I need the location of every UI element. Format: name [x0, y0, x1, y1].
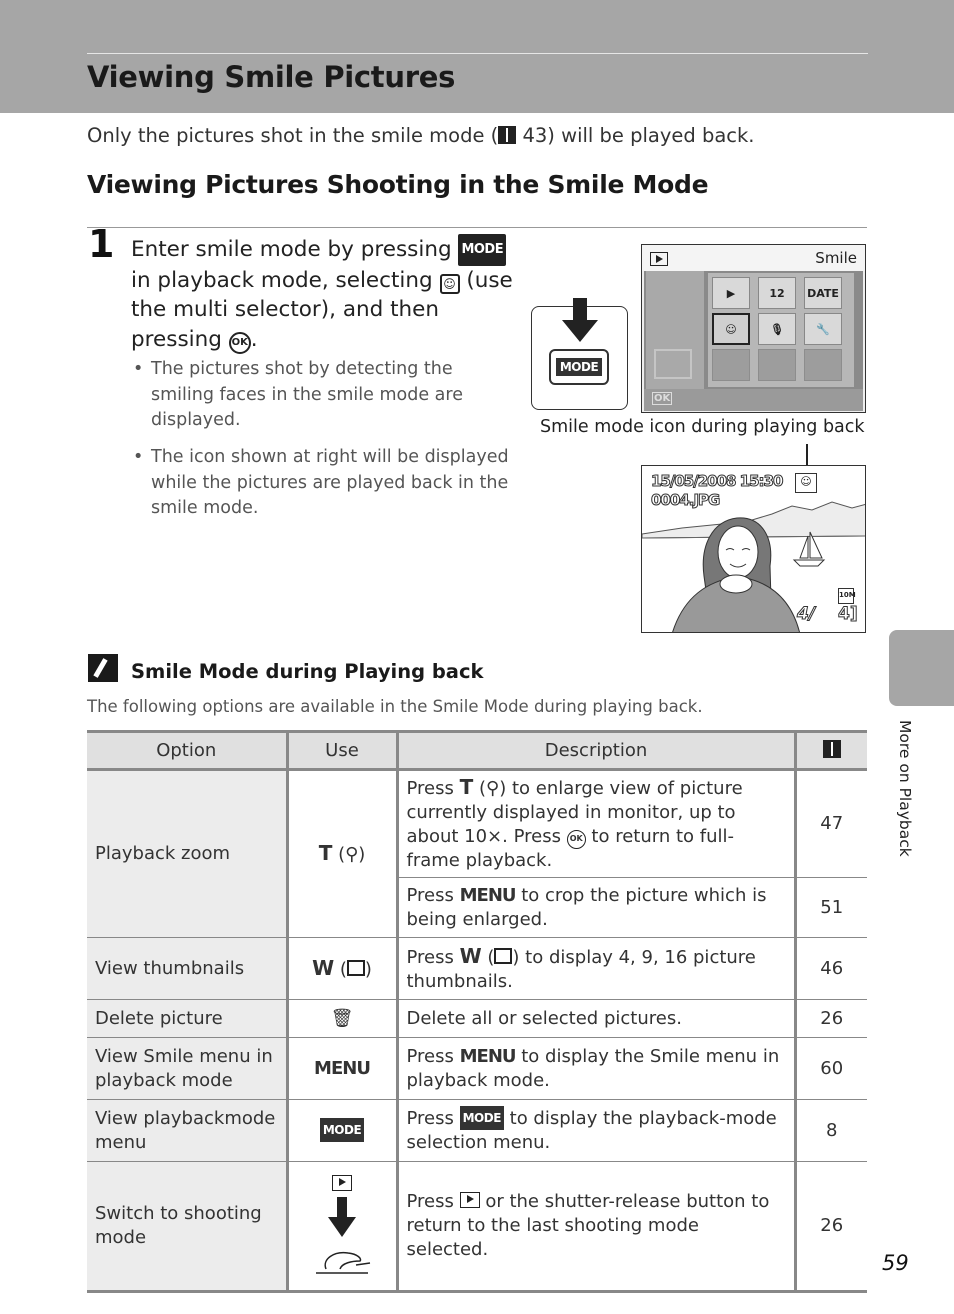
screen-top-bar — [642, 245, 865, 271]
playback-screen — [641, 465, 866, 633]
description-cell: Press MODE to display the playback-mode selection menu. — [397, 1100, 795, 1162]
large-play-icon — [654, 349, 692, 379]
mode-button-icon: MODE — [458, 234, 506, 266]
page-cell: 26 — [795, 1162, 867, 1292]
shutter-press-icon — [312, 1243, 372, 1277]
menu-cell-empty — [804, 349, 842, 381]
option-cell: Delete picture — [87, 1000, 287, 1038]
page-cell: 60 — [795, 1038, 867, 1100]
menu-cell-calendar: 12 — [758, 277, 796, 309]
screen-mode-label: Smile — [815, 249, 857, 267]
page-cell: 46 — [795, 938, 867, 1000]
page-cell: 51 — [795, 878, 867, 938]
table-row — [87, 938, 867, 1000]
description-cell: Press T (⚲) to enlarge view of picture currently displayed in monitor, up to about 10×. Press OK to return to full-frame playback. — [397, 770, 795, 878]
menu-cell-date: DATE — [804, 277, 842, 309]
playback-info: 15/05/2008 15:30 0004.JPG — [651, 472, 783, 509]
menu-key-icon: MENU — [314, 1057, 370, 1079]
menu-cell-empty — [758, 349, 796, 381]
zoom-in-icon: ⚲ — [345, 844, 359, 865]
header-use: Use — [287, 732, 397, 770]
step-number: 1 — [88, 222, 115, 266]
header-option: Option — [87, 732, 287, 770]
smile-mode-icon: ☺ — [440, 274, 460, 294]
table-row — [87, 1000, 867, 1038]
menu-cell-setup: 🔧 — [804, 313, 842, 345]
ok-indicator: OK — [654, 393, 671, 404]
book-reference-icon — [823, 740, 841, 758]
menu-cell-smile: ☺ — [712, 313, 750, 345]
mode-key-icon: MODE — [320, 1118, 364, 1142]
use-cell: W ( ) — [287, 938, 397, 1000]
description-cell: Press W ( ) to display 4, 9, 16 picture thumbnails. — [397, 938, 795, 1000]
down-arrow-icon — [562, 298, 598, 342]
option-cell: View Smile menu in playback mode — [87, 1038, 287, 1100]
down-arrow-icon — [328, 1197, 356, 1237]
options-table — [87, 730, 867, 1293]
playback-button-icon — [332, 1175, 352, 1191]
page-cell: 8 — [795, 1100, 867, 1162]
smile-menu-screen — [641, 244, 866, 413]
header-description: Description — [397, 732, 795, 770]
thumbnail-icon — [494, 948, 512, 964]
ok-button-icon: OK — [567, 830, 586, 849]
option-cell: View thumbnails — [87, 938, 287, 1000]
header-page — [795, 732, 867, 770]
use-cell — [287, 1100, 397, 1162]
table-row — [87, 1162, 867, 1292]
use-cell — [287, 1038, 397, 1100]
description-cell: Press MENU to display the Smile menu in playback mode. — [397, 1038, 795, 1100]
mode-button-illustration — [531, 306, 628, 410]
side-section-label: More on Playback — [896, 720, 914, 857]
zoom-in-icon: ⚲ — [486, 778, 500, 799]
section-title: Viewing Pictures Shooting in the Smile Mode — [87, 170, 709, 199]
table-row — [87, 1100, 867, 1162]
option-cell: View playbackmode menu — [87, 1100, 287, 1162]
trash-icon: 🗑 — [287, 1000, 397, 1038]
note-title: Smile Mode during Playing back — [131, 660, 484, 683]
screen-left-panel — [646, 271, 704, 389]
description-cell: Press MENU to crop the picture which is being enlarged. — [397, 878, 795, 938]
description-cell: Press or the shutter-release button to return to the last shooting mode selected. — [397, 1162, 795, 1292]
screen-body — [644, 271, 863, 411]
option-cell: Playback zoom — [87, 770, 287, 938]
header-band — [0, 0, 954, 113]
smile-playback-icon: ☺ — [795, 473, 817, 493]
pencil-note-icon — [88, 654, 118, 682]
page-cell: 47 — [795, 770, 867, 878]
table-header-row — [87, 732, 867, 770]
menu-cell-voice: 🎙 — [758, 313, 796, 345]
playback-button-icon — [460, 1192, 480, 1208]
image-total: 4] — [838, 604, 858, 624]
thumbnail-icon — [347, 960, 365, 976]
description-cell: Delete all or selected pictures. — [397, 1000, 795, 1038]
menu-cell-empty — [712, 349, 750, 381]
illustration-caption: Smile mode icon during playing back — [540, 417, 865, 437]
playback-icon — [650, 252, 668, 266]
intro-text: Only the pictures shot in the smile mode ( 43) will be played back. — [87, 124, 755, 147]
use-cell: T (⚲) — [287, 770, 397, 938]
mode-button: MODE — [549, 349, 609, 385]
side-tab — [889, 630, 954, 706]
page-title: Viewing Smile Pictures — [87, 60, 456, 94]
bullet-item: • The icon shown at right will be displayed while the pictures are played back in the smile mode. — [133, 445, 513, 522]
step-instruction: Enter smile mode by pressing MODE in playback mode, selecting ☺ (use the multi selector), and then pressing OK . — [131, 234, 526, 354]
image-counter: 4/ — [797, 604, 816, 624]
header-rule — [87, 53, 868, 54]
note-intro: The following options are available in the Smile Mode during playing back. — [87, 697, 703, 716]
use-cell — [287, 1162, 397, 1292]
book-reference-icon — [498, 126, 516, 144]
bullet-item: • The pictures shot by detecting the smiling faces in the smile mode are displayed. — [133, 357, 513, 434]
screen-bottom-bar — [644, 389, 863, 411]
image-size-badge: 10M — [838, 588, 854, 604]
menu-cell-playback: ▶ — [712, 277, 750, 309]
option-cell: Switch to shooting mode — [87, 1162, 287, 1292]
page-cell: 26 — [795, 1000, 867, 1038]
page-number: 59 — [882, 1251, 909, 1275]
table-row — [87, 1038, 867, 1100]
table-row — [87, 770, 867, 878]
ok-button-icon: OK — [229, 332, 251, 354]
section-rule — [87, 227, 867, 228]
menu-grid — [708, 273, 854, 387]
